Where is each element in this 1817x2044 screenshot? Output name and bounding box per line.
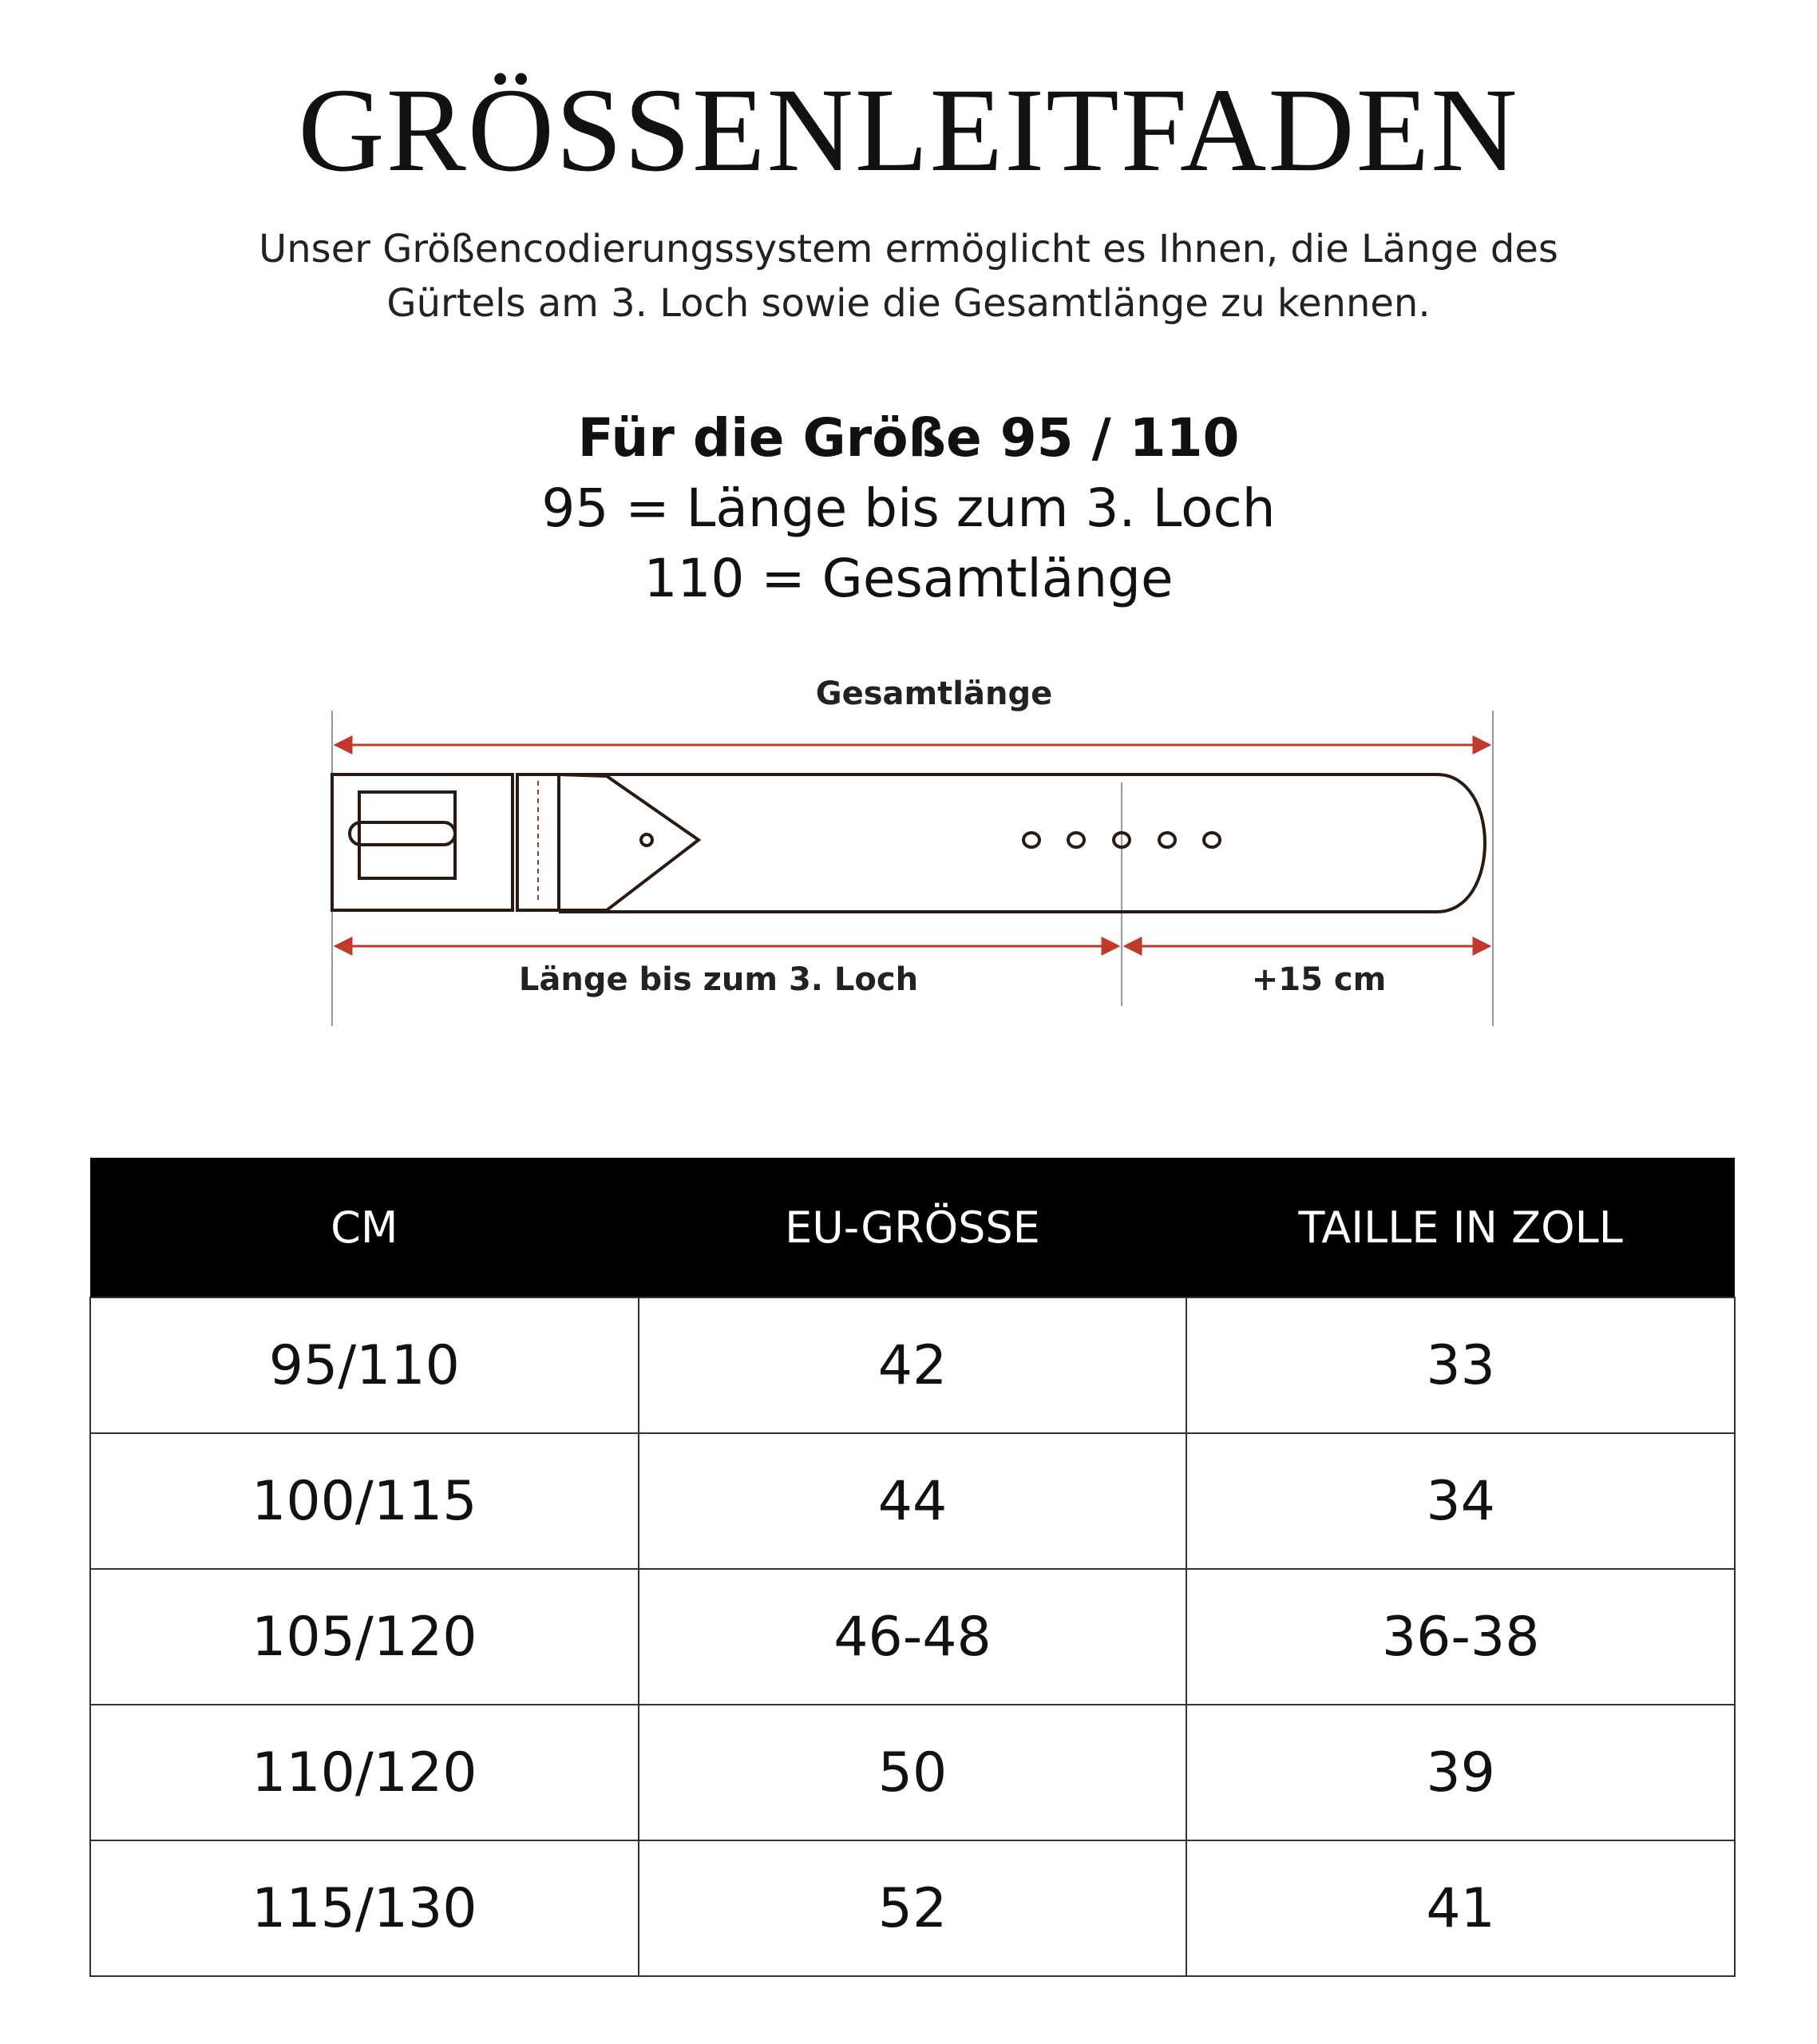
belt-hole-1: [1023, 833, 1039, 847]
cell-cm: 105/120: [90, 1569, 639, 1705]
cell-eu-size: 50: [639, 1705, 1187, 1840]
cell-waist-inches: 39: [1186, 1705, 1735, 1840]
buckle-prong: [350, 822, 455, 845]
strap-point: [559, 774, 699, 910]
cell-eu-size: 46-48: [639, 1569, 1187, 1705]
intro-line-2: Gürtels am 3. Loch sowie die Gesamtlänge zu kennen.: [386, 281, 1431, 326]
table-row: [90, 1569, 1735, 1705]
belt-diagram: [144, 663, 1708, 1094]
total-length-label: Gesamtlänge: [815, 675, 1053, 712]
example-line-2: 110 = Gesamtlänge: [643, 548, 1174, 609]
to-hole-label: Länge bis zum 3. Loch: [518, 961, 919, 998]
belt-hole-5: [1204, 833, 1220, 847]
cell-cm: 110/120: [90, 1705, 639, 1840]
page-title: GRÖSSENLEITFADEN: [298, 64, 1519, 196]
table-row: [90, 1840, 1735, 1976]
cell-waist-inches: 33: [1186, 1297, 1735, 1433]
cell-waist-inches: 41: [1186, 1840, 1735, 1976]
size-table: [89, 1158, 1736, 1977]
intro-line-1: Unser Größencodierungssystem ermöglicht es Ihnen, die Länge des: [259, 227, 1558, 271]
cell-waist-inches: 34: [1186, 1433, 1735, 1569]
belt-strap: [559, 774, 1485, 912]
table-row: [90, 1705, 1735, 1840]
example-line-1: 95 = Länge bis zum 3. Loch: [541, 477, 1276, 539]
belt-hole-2: [1068, 833, 1084, 847]
buckle-inner: [359, 792, 455, 878]
intro-text: [239, 222, 1578, 331]
table-row: [90, 1297, 1735, 1433]
cell-cm: 100/115: [90, 1433, 639, 1569]
cell-cm: 95/110: [90, 1297, 639, 1433]
header-waist-inches: TAILLE IN ZOLL: [1186, 1158, 1735, 1297]
header-cm: CM: [90, 1158, 639, 1297]
table-row: [90, 1433, 1735, 1569]
belt-outline: [332, 774, 1485, 912]
cell-eu-size: 44: [639, 1433, 1187, 1569]
cell-cm: 115/130: [90, 1840, 639, 1976]
cell-eu-size: 42: [639, 1297, 1187, 1433]
belt-hole-4: [1159, 833, 1175, 847]
cell-waist-inches: 36-38: [1186, 1569, 1735, 1705]
header-eu-size: EU-GRÖSSE: [639, 1158, 1187, 1297]
cell-eu-size: 52: [639, 1840, 1187, 1976]
table-header-row: [90, 1158, 1735, 1297]
rivet: [641, 834, 652, 846]
extra-length-label: +15 cm: [1251, 961, 1387, 998]
example-heading: Für die Größe 95 / 110: [577, 407, 1240, 469]
size-example: [0, 403, 1817, 614]
